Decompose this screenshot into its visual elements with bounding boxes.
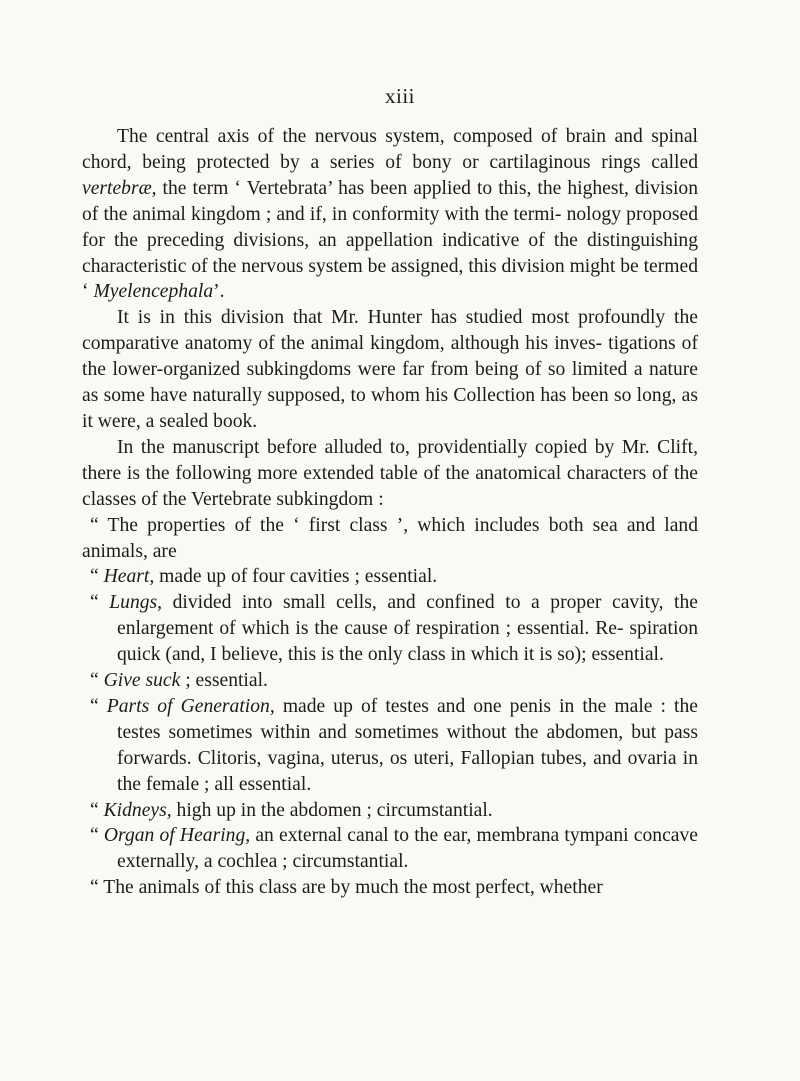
list-item-generation — [82, 694, 698, 798]
paragraph-manuscript: In the manuscript before alluded to, providentially copied by Mr. Clift, there is the following more extended table of the anatomical characters of the classes of the Vertebrate subkingdom : — [82, 436, 698, 510]
quote-mark: “ — [90, 670, 104, 692]
text-run: made up of testes and one penis in the male : the testes sometimes within and sometimes without the abdomen, but pass forwards. Clitoris, vagina, uterus, os uteri, Fallopian tubes, and ovaria in the female ; all essential. — [117, 695, 698, 795]
list-item-kidneys — [82, 798, 698, 824]
italic-term-kidneys: Kidneys, — [103, 799, 172, 821]
italic-term-vertebrae: vertebræ — [82, 177, 152, 199]
italic-term-lungs: Lungs, — [109, 592, 163, 614]
italic-term-heart: Heart, — [103, 566, 155, 588]
text-run: ’. — [213, 281, 225, 303]
list-item-hearing — [82, 823, 698, 875]
paragraph-hunter-studies: It is in this division that Mr. Hunter has studied most profoundly the comparative anatomy of the animal kingdom, although his inves- tigations of the lower-organized subkingdoms were far from being of so limited a nature as some have naturally supposed, to whom his Collection has been so long, as it were, a sealed book. — [82, 307, 698, 432]
list-item-give-suck — [82, 668, 698, 694]
paragraph-first-class: “ The properties of the ‘ first class ’, which includes both sea and land animals, are — [82, 514, 698, 562]
italic-term-myelencephala: Myelencephala — [93, 281, 214, 303]
list-item-heart — [82, 564, 698, 590]
text-run: an external canal to the ear, membrana tympani concave externally, a cochlea ; circumstantial. — [117, 825, 698, 873]
italic-term-generation: Parts of Generation, — [106, 695, 275, 717]
text-run: , the term ‘ Vertebrata’ has been applied to this, the highest, division of the animal kingdom ; and if, in conformity with the termi- nology proposed for the preceding divisions, an appellation indicative of the distinguishing characteristic of the nervous system be assigned, this division might be termed ‘ — [82, 177, 698, 303]
quote-mark: “ — [90, 799, 104, 821]
quote-mark: “ — [90, 592, 110, 614]
quote-mark: “ — [90, 566, 104, 588]
text-run: made up of four cavities ; essential. — [154, 566, 438, 588]
quote-mark: “ — [90, 695, 107, 717]
list-item-lungs — [82, 590, 698, 668]
italic-term-give-suck: Give suck — [103, 670, 181, 692]
text-run: ; essential. — [180, 670, 268, 692]
italic-term-hearing: Organ of Hearing, — [103, 825, 251, 847]
text-run: high up in the abdomen ; circumstantial. — [171, 799, 493, 821]
page-number: xiii — [384, 84, 415, 108]
quote-mark: “ — [90, 825, 104, 847]
body-text — [82, 124, 698, 901]
paragraph-class-perfect: “ The animals of this class are by much the most perfect, whether — [90, 877, 603, 899]
paragraph-vertebrata — [82, 124, 698, 305]
text-run: The central axis of the nervous system, composed of brain and spinal chord, being protected by a series of bony or cartilaginous rings called — [82, 126, 698, 173]
text-run: divided into small cells, and confined to a proper cavity, the enlargement of which is the cause of respiration ; essential. Re- spiration quick (and, I believe, this is the only class in which it is so); essential. — [117, 592, 698, 666]
